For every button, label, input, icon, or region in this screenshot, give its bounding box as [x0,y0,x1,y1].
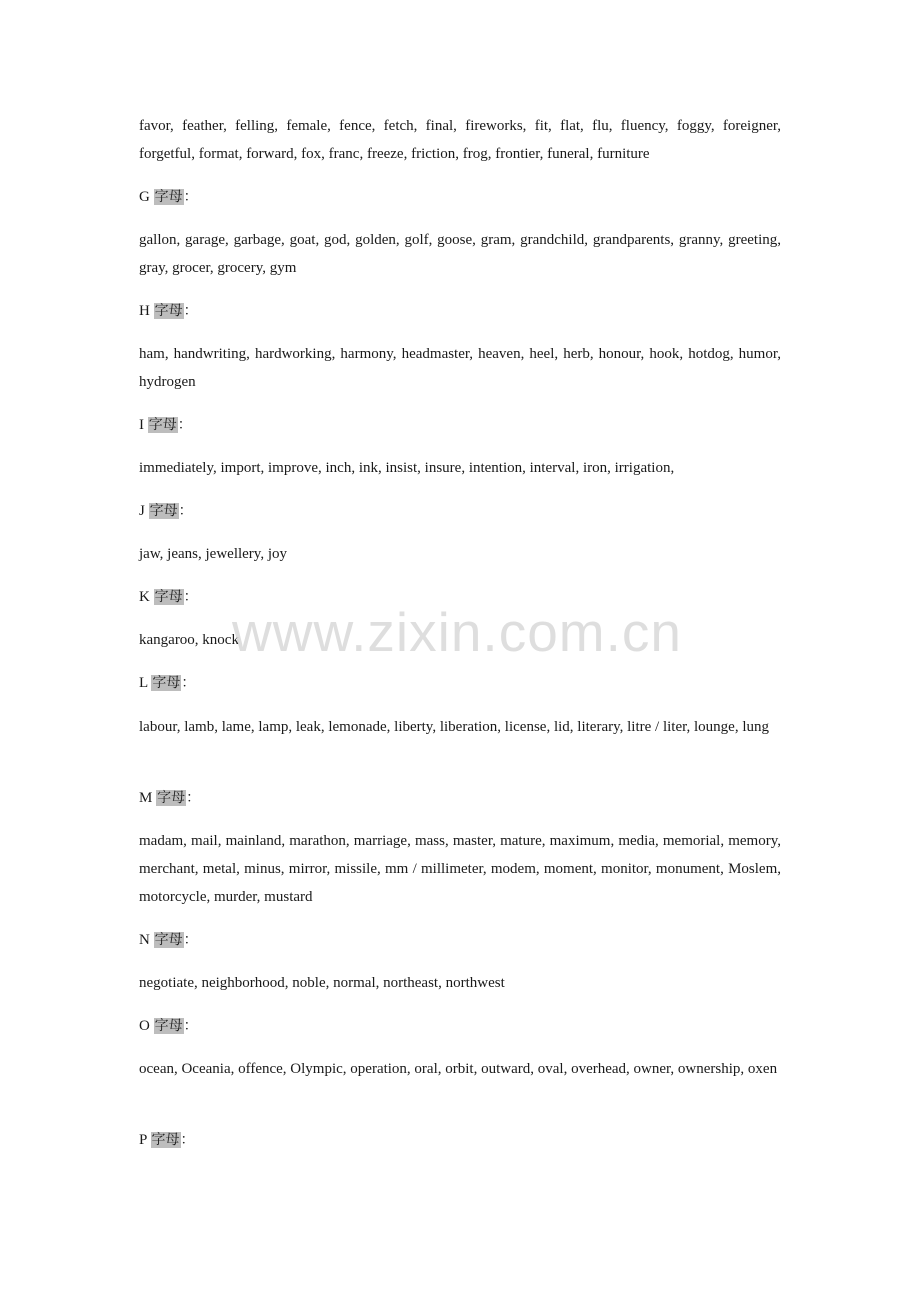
word-list-n: negotiate, neighborhood, noble, normal, northeast, northwest [139,975,505,991]
section-heading-o [139,1012,198,1040]
heading-letter: K [139,589,150,605]
heading-colon: ： [186,790,201,806]
heading-colon: ： [178,503,193,519]
highlighted-label: 字母 [151,1132,180,1148]
heading-colon: ： [183,1018,198,1034]
word-list-o: ocean, Oceania, offence, Olympic, operation, oral, orbit, outward, oval, overhead, owner, ownership, oxen [139,1061,778,1077]
highlighted-label: 字母 [154,932,183,948]
word-list-g: gallon, garage, garbage, goat, god, golden, golf, goose, gram, grandchild, grandparents, granny, greeting, gray, grocer, grocery, gym [139,232,781,276]
heading-colon: ： [183,932,198,948]
section-heading-p [139,1126,195,1154]
heading-letter: I [139,417,144,433]
heading-colon: ： [183,589,198,605]
highlighted-label: 字母 [148,417,177,433]
heading-letter: J [139,503,145,519]
section-heading-h [139,297,198,325]
heading-colon: ： [177,417,192,433]
highlighted-label: 字母 [152,675,181,691]
heading-letter: M [139,790,153,806]
heading-colon: ： [181,675,196,691]
word-list-m: madam, mail, mainland, marathon, marriage, mass, master, mature, maximum, media, memorial, memory, merchant, metal, minus, mirror, missile, mm / millimeter, modem, moment, monitor, monument, Moslem, motorcycle, murder, mustard [139,833,781,905]
section-heading-g [139,183,198,211]
highlighted-label: 字母 [149,503,178,519]
highlighted-label: 字母 [157,790,186,806]
section-heading-k [139,583,198,611]
word-list-f: favor, feather, felling, female, fence, fetch, final, fireworks, fit, flat, flu, fluency, foggy, foreigner, forgetful, format, forward, fox, franc, freeze, friction, frog, frontier, funeral, furniture [139,118,781,162]
heading-letter: L [139,675,148,691]
word-list-l: labour, lamb, lame, lamp, leak, lemonade, liberty, liberation, license, lid, literary, litre / liter, lounge, lung [139,719,769,735]
heading-letter: P [139,1132,147,1148]
heading-letter: O [139,1018,150,1034]
heading-colon: ： [183,303,198,319]
section-heading-m [139,784,200,812]
word-list-j: jaw, jeans, jewellery, joy [139,546,288,562]
section-heading-l [139,669,195,697]
section-heading-n [139,926,198,954]
highlighted-label: 字母 [154,589,183,605]
heading-letter: G [139,189,150,205]
watermark: www.zixin.com.cn [232,601,682,663]
heading-letter: N [139,932,150,948]
heading-colon: ： [180,1132,195,1148]
highlighted-label: 字母 [154,1018,183,1034]
heading-letter: H [139,303,150,319]
section-heading-j [139,497,193,525]
section-heading-i [139,411,192,439]
word-list-h: ham, handwriting, hardworking, harmony, headmaster, heaven, heel, herb, honour, hook, hotdog, humor, hydrogen [139,346,781,390]
word-list-i: immediately, import, improve, inch, ink, insist, insure, intention, interval, iron, irrigation, [139,460,675,476]
highlighted-label: 字母 [154,303,183,319]
highlighted-label: 字母 [154,189,183,205]
word-list-k: kangaroo, knock [139,632,239,648]
heading-colon: ： [183,189,198,205]
